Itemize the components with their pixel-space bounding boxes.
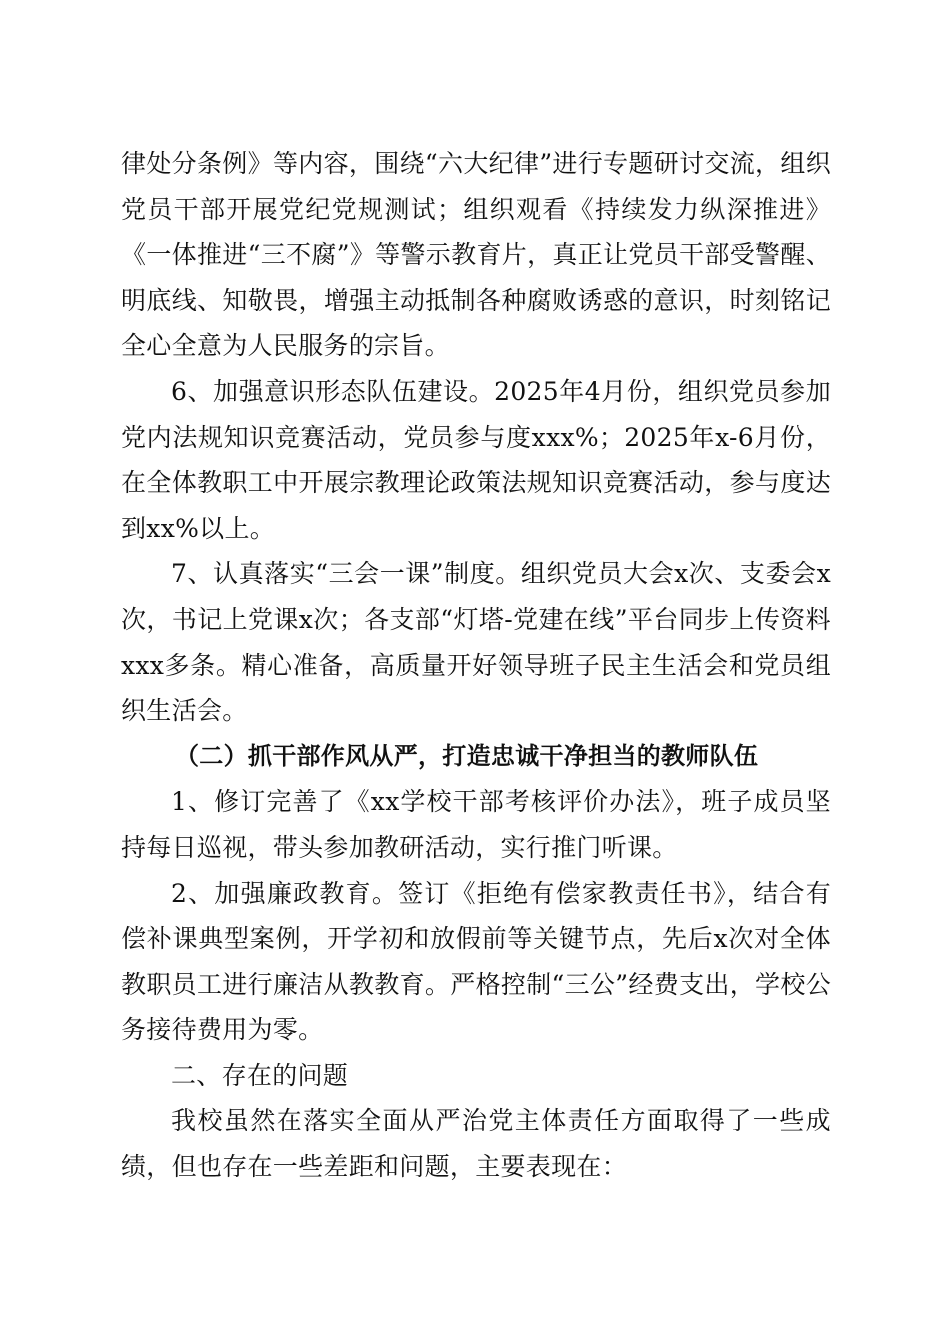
document-body bbox=[121, 141, 831, 1190]
paragraph-item-7: 7、认真落实“三会一课”制度。组织党员大会x次、支委会x次，书记上党课x次；各支部“灯塔-党建在线”平台同步上传资料xxx多条。精心准备，高质量开好领导班子民主生活会和党员组织生活会。 bbox=[121, 559, 831, 726]
paragraph-continuation: 律处分条例》等内容，围绕“六大纪律”进行专题研讨交流，组织党员干部开展党纪党规测试；组织观看《持续发力纵深推进》《一体推进“三不腐”》等警示教育片，真正让党员干部受警醒、明底线、知敬畏，增强主动抵制各种腐败诱惑的意识，时刻铭记全心全意为人民服务的宗旨。 bbox=[121, 149, 831, 361]
section-heading: 二、存在的问题 bbox=[171, 1060, 349, 1090]
paragraph-intro: 我校虽然在落实全面从严治党主体责任方面取得了一些成绩，但也存在一些差距和问题，主要表现在： bbox=[121, 1106, 831, 1182]
paragraph-item-6: 6、加强意识形态队伍建设。2025年4月份，组织党员参加党内法规知识竞赛活动，党员参与度xxx%；2025年x-6月份，在全体教职工中开展宗教理论政策法规知识竞赛活动，参与度达到xx%以上。 bbox=[121, 376, 831, 543]
paragraph-item-2: 2、加强廉政教育。签订《拒绝有偿家教责任书》，结合有偿补课典型案例，开学初和放假前等关键节点，先后x次对全体教职员工进行廉洁从教教育。严格控制“三公”经费支出，学校公务接待费用为零。 bbox=[121, 878, 831, 1045]
paragraph-item-1: 1、修订完善了《xx学校干部考核评价办法》，班子成员坚持每日巡视，带头参加教研活动，实行推门听课。 bbox=[121, 787, 831, 862]
subsection-heading: （二）抓干部作风从严，打造忠诚干净担当的教师队伍 bbox=[175, 741, 759, 770]
